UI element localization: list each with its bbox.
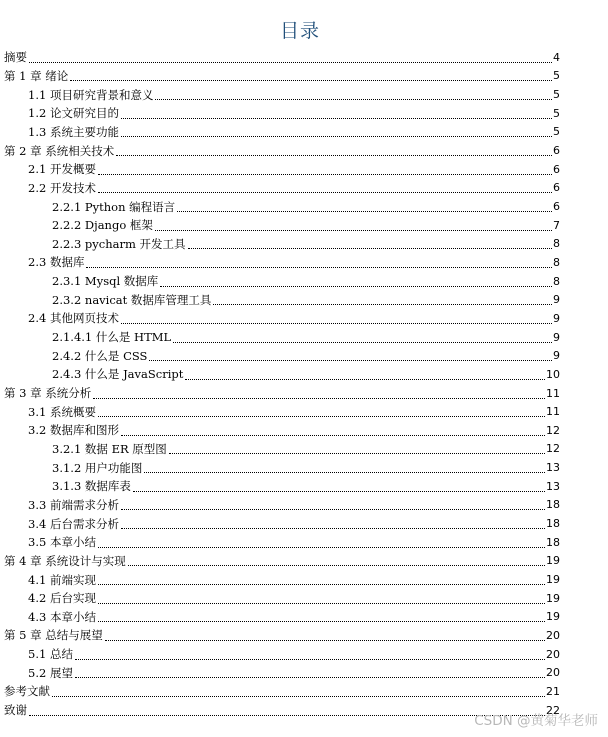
toc-entry[interactable]: [0, 421, 560, 440]
toc-entry-page: 8: [553, 255, 560, 269]
toc-entry-page: 20: [546, 628, 560, 642]
toc-entry-label: 第 2 章 系统相关技术: [4, 143, 115, 158]
toc-entry-page: 13: [546, 461, 560, 475]
toc-entry-page: 11: [546, 405, 560, 419]
dot-leader: [121, 509, 545, 510]
toc-entry-page: 6: [553, 200, 560, 213]
toc-entry-label: 摘要: [4, 50, 27, 65]
toc-entry-label: 2.3 数据库: [28, 255, 85, 270]
dot-leader: [52, 696, 545, 697]
toc-entry-label: 2.1.4.1 什么是 HTML: [52, 330, 172, 345]
toc-entry-label: 2.2.1 Python 编程语言: [52, 199, 176, 214]
dot-leader: [121, 323, 552, 324]
toc-entry[interactable]: [0, 85, 560, 104]
dot-leader: [121, 435, 545, 436]
toc-entry-page: 18: [546, 535, 560, 549]
toc-entry[interactable]: [0, 384, 560, 403]
toc-entry-page: 12: [546, 423, 560, 437]
dot-leader: [169, 453, 545, 454]
toc-entry[interactable]: [0, 663, 560, 682]
toc-entry[interactable]: [0, 533, 560, 552]
toc-entry[interactable]: [0, 309, 560, 328]
toc-entry-label: 2.4.2 什么是 CSS: [52, 348, 148, 363]
toc-entry[interactable]: [0, 216, 560, 235]
toc-entry-page: 19: [546, 554, 560, 568]
toc-entry[interactable]: [0, 608, 560, 627]
toc-entry[interactable]: [0, 346, 560, 365]
dot-leader: [75, 659, 545, 660]
dot-leader: [70, 80, 552, 81]
toc-entry-label: 1.1 项目研究背景和意义: [28, 87, 154, 102]
toc-entry[interactable]: [0, 179, 560, 198]
toc-entry[interactable]: [0, 458, 560, 477]
toc-entry-label: 3.1.2 用户功能图: [52, 460, 143, 475]
dot-leader: [98, 621, 545, 622]
toc-entry[interactable]: [0, 552, 560, 571]
dot-leader: [160, 286, 552, 287]
dot-leader: [128, 565, 545, 566]
toc-entry[interactable]: [0, 328, 560, 347]
toc-entry-page: 6: [553, 162, 560, 176]
dot-leader: [144, 472, 545, 473]
toc-entry-label: 3.1 系统概要: [28, 404, 96, 419]
toc-entry-page: 18: [546, 498, 560, 512]
toc-entry[interactable]: [0, 48, 560, 67]
toc-entry-label: 2.2.2 Django 框架: [52, 218, 153, 233]
toc-entry-label: 2.4 其他网页技术: [28, 311, 119, 326]
toc-entry-label: 第 5 章 总结与展望: [4, 628, 103, 643]
toc-entry-page: 4: [553, 50, 560, 64]
toc-entry[interactable]: [0, 626, 560, 645]
toc-entry-label: 2.2.3 pycharm 开发工具: [52, 236, 186, 251]
toc-entry-page: 9: [553, 349, 560, 363]
dot-leader: [188, 248, 552, 249]
toc-entry-page: 13: [546, 479, 560, 493]
toc-entry[interactable]: [0, 272, 560, 291]
toc-entry[interactable]: [0, 402, 560, 421]
toc-entry-page: 12: [546, 442, 560, 456]
toc-entry[interactable]: [0, 253, 560, 272]
toc-entry-label: 3.1.3 数据库表: [52, 479, 131, 494]
toc-entry-page: 9: [553, 311, 560, 325]
toc-entry[interactable]: [0, 141, 560, 160]
toc-entry[interactable]: [0, 235, 560, 254]
dot-leader: [116, 155, 552, 156]
toc-entry-label: 2.3.1 Mysql 数据库: [52, 274, 159, 289]
dot-leader: [133, 491, 545, 492]
toc-entry-page: 19: [546, 573, 560, 586]
toc-entry-page: 5: [553, 69, 560, 83]
dot-leader: [121, 118, 552, 119]
toc-entry-label: 致谢: [4, 703, 27, 718]
toc-entry[interactable]: [0, 440, 560, 459]
toc-entry[interactable]: [0, 197, 560, 216]
toc-entry[interactable]: [0, 514, 560, 533]
dot-leader: [29, 715, 545, 716]
toc-title: 目录: [279, 20, 320, 42]
toc-entry-label: 4.1 前端实现: [28, 572, 96, 587]
dot-leader: [93, 398, 545, 399]
toc-entry-page: 8: [553, 274, 560, 288]
watermark: CSDN @黄菊华老师: [474, 713, 598, 729]
dot-leader: [98, 547, 545, 548]
toc-entry-label: 3.3 前端需求分析: [28, 497, 119, 512]
toc-entry-label: 1.3 系统主要功能: [28, 124, 119, 139]
toc-entry[interactable]: [0, 365, 560, 384]
toc-entry-label: 第 1 章 绪论: [4, 68, 69, 83]
toc-entry-page: 18: [546, 517, 560, 531]
dot-leader: [213, 304, 552, 305]
toc-entry[interactable]: [0, 477, 560, 496]
toc-entry[interactable]: [0, 570, 560, 589]
dot-leader: [29, 62, 552, 63]
toc-entry[interactable]: [0, 123, 560, 142]
toc-entry-label: 2.4.3 什么是 JavaScript: [52, 367, 184, 382]
dot-leader: [98, 603, 545, 604]
dot-leader: [155, 99, 552, 100]
toc-entry-label: 3.5 本章小结: [28, 535, 96, 550]
toc-entry-page: 20: [546, 666, 560, 680]
toc-entry-label: 5.1 总结: [28, 647, 73, 662]
toc-entry[interactable]: [0, 682, 560, 701]
toc-entry-label: 2.1 开发概要: [28, 162, 96, 177]
dot-leader: [105, 640, 545, 641]
toc-entry-page: 6: [553, 181, 560, 195]
dot-leader: [173, 342, 552, 343]
toc-entry-label: 3.4 后台需求分析: [28, 516, 119, 531]
dot-leader: [98, 192, 552, 193]
toc-entry-page: 7: [553, 218, 560, 232]
dot-leader: [185, 379, 545, 380]
toc-entry-label: 1.2 论文研究目的: [28, 106, 119, 121]
toc-entry[interactable]: [0, 290, 560, 309]
toc-entry-page: 11: [546, 386, 560, 400]
toc-entry-page: 10: [546, 367, 560, 381]
toc-entry[interactable]: [0, 160, 560, 179]
toc-entry-page: 19: [546, 591, 560, 605]
toc-entry-page: 6: [553, 144, 560, 158]
dot-leader: [98, 584, 545, 585]
toc-entry-label: 第 4 章 系统设计与实现: [4, 553, 126, 568]
toc-entry-page: 8: [553, 237, 560, 251]
toc-entry-label: 2.2 开发技术: [28, 180, 96, 195]
toc-entry-page: 5: [553, 125, 560, 139]
toc-entry-page: 9: [553, 330, 560, 344]
dot-leader: [121, 136, 552, 137]
toc-entry-page: 21: [546, 684, 560, 698]
dot-leader: [121, 528, 545, 529]
toc-entry[interactable]: [0, 645, 560, 664]
toc-entry-label: 4.3 本章小结: [28, 609, 96, 624]
dot-leader: [149, 360, 552, 361]
toc-entry[interactable]: [0, 104, 560, 123]
toc-entry-label: 4.2 后台实现: [28, 591, 96, 606]
toc-entry-label: 3.2 数据库和图形: [28, 423, 119, 438]
dot-leader: [177, 211, 552, 212]
toc-entry[interactable]: [0, 67, 560, 86]
toc-entry-page: 5: [553, 88, 560, 102]
toc-entry-label: 参考文献: [4, 684, 50, 699]
dot-leader: [98, 174, 552, 175]
toc-entry-page: 9: [553, 293, 560, 307]
toc-entry-label: 2.3.2 navicat 数据库管理工具: [52, 292, 212, 307]
toc-entry-page: 20: [546, 647, 560, 661]
dot-leader: [155, 230, 552, 231]
toc-entry-label: 3.2.1 数据 ER 原型图: [52, 441, 167, 456]
toc-entry-page: 22: [546, 703, 560, 717]
toc-entry[interactable]: [0, 589, 560, 608]
dot-leader: [98, 416, 545, 417]
toc-entry-page: 19: [546, 610, 560, 624]
dot-leader: [75, 677, 545, 678]
toc-entry-label: 5.2 展望: [28, 665, 73, 680]
toc-entry[interactable]: [0, 496, 560, 515]
toc-entry-label: 第 3 章 系统分析: [4, 386, 92, 400]
dot-leader: [86, 267, 552, 268]
toc-entry-page: 5: [553, 106, 560, 120]
